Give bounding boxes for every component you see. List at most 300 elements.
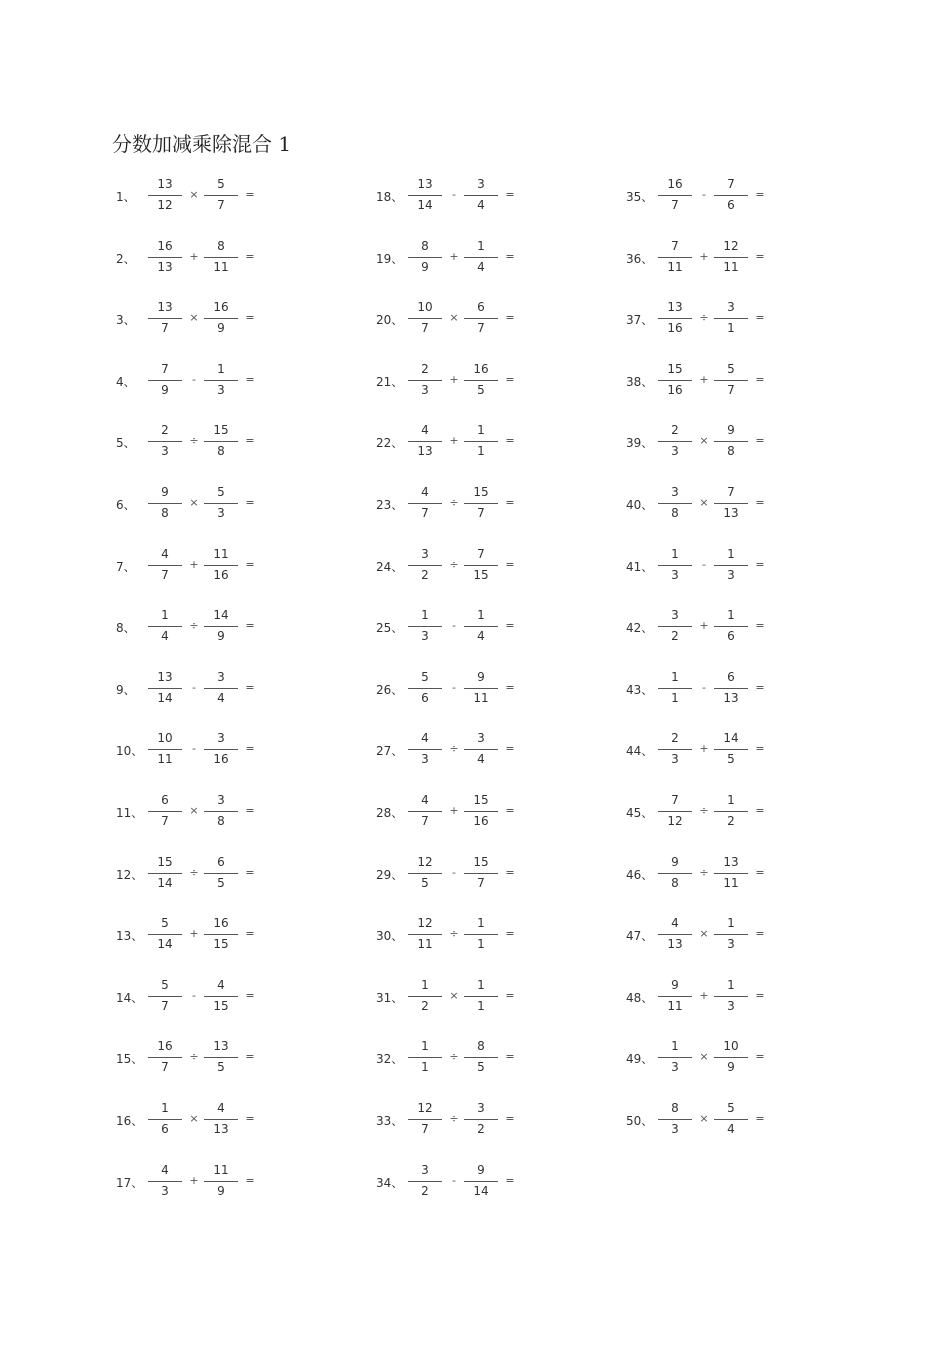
numerator: 4	[217, 977, 225, 992]
denominator: 5	[727, 752, 735, 767]
numerator: 1	[727, 793, 735, 807]
equals-sign: =	[245, 804, 255, 817]
fraction-bar	[408, 441, 442, 442]
denominator: 2	[421, 1183, 429, 1198]
problem-number: 18、	[376, 190, 404, 204]
second-fraction	[464, 546, 498, 586]
numerator: 3	[477, 1101, 485, 1115]
numerator: 5	[421, 669, 429, 684]
problem-item	[376, 730, 566, 770]
problem-number: 28、	[376, 806, 404, 820]
problem-item	[376, 238, 566, 278]
operator: +	[189, 557, 199, 571]
numerator: 6	[217, 854, 225, 869]
numerator: 12	[417, 854, 433, 869]
first-fraction	[148, 299, 182, 339]
numerator: 13	[213, 1039, 229, 1054]
denominator: 3	[727, 998, 735, 1013]
denominator: 5	[421, 875, 429, 890]
numerator: 1	[161, 608, 169, 623]
denominator: 9	[217, 1183, 225, 1198]
denominator: 15	[473, 567, 489, 582]
denominator: 3	[671, 1060, 679, 1075]
numerator: 2	[671, 423, 679, 438]
denominator: 13	[667, 937, 683, 952]
equals-sign: =	[755, 434, 765, 448]
fraction-bar	[714, 195, 748, 196]
numerator: 4	[671, 916, 679, 931]
denominator: 11	[157, 752, 173, 767]
problem-item	[376, 361, 566, 401]
first-fraction	[148, 977, 182, 1017]
numerator: 3	[421, 546, 429, 561]
fraction-bar	[464, 811, 498, 812]
first-fraction	[148, 915, 182, 955]
equals-sign: =	[505, 311, 515, 325]
operator: +	[189, 249, 199, 263]
equals-sign: =	[505, 804, 515, 817]
equals-sign: =	[505, 742, 515, 756]
problem-number: 45、	[626, 806, 654, 820]
fraction-bar	[464, 626, 498, 627]
second-fraction	[714, 546, 748, 586]
operator: +	[189, 1173, 199, 1187]
operator: ÷	[449, 1050, 459, 1064]
second-fraction	[714, 1100, 748, 1140]
first-fraction	[658, 669, 692, 709]
operator: ÷	[449, 927, 459, 941]
problem-number: 22、	[376, 436, 404, 451]
first-fraction	[658, 854, 692, 894]
problem-number: 5、	[116, 436, 136, 451]
fraction-bar	[464, 996, 498, 997]
operator: +	[699, 988, 709, 1002]
denominator: 14	[417, 198, 433, 212]
problem-item	[376, 299, 566, 339]
numerator: 1	[217, 361, 225, 376]
problem-item	[626, 607, 816, 647]
fraction-bar	[148, 626, 182, 627]
denominator: 14	[473, 1183, 489, 1198]
operator: ×	[699, 927, 709, 941]
problem-item	[626, 1038, 816, 1078]
numerator: 4	[217, 1101, 225, 1115]
equals-sign: =	[505, 496, 515, 509]
denominator: 3	[671, 752, 679, 767]
numerator: 1	[421, 1039, 429, 1054]
equals-sign: =	[505, 1050, 515, 1064]
denominator: 15	[213, 998, 229, 1013]
second-fraction	[714, 792, 748, 832]
numerator: 3	[217, 731, 225, 746]
problem-number: 48、	[626, 990, 654, 1005]
fraction-bar	[408, 626, 442, 627]
second-fraction	[204, 730, 238, 770]
equals-sign: =	[755, 1050, 765, 1064]
second-fraction	[464, 607, 498, 647]
fraction-bar	[408, 380, 442, 381]
operator: ÷	[189, 434, 199, 448]
denominator: 9	[161, 382, 169, 397]
problem-item	[626, 977, 816, 1017]
equals-sign: =	[245, 1173, 255, 1187]
problem-number: 13、	[116, 929, 144, 944]
fraction-bar	[658, 380, 692, 381]
problem-number: 38、	[626, 374, 654, 389]
equals-sign: =	[245, 742, 255, 756]
fraction-bar	[714, 503, 748, 504]
numerator: 4	[161, 1162, 169, 1177]
denominator: 3	[421, 382, 429, 397]
numerator: 7	[477, 546, 485, 561]
denominator: 4	[477, 198, 485, 212]
fraction-bar	[148, 441, 182, 442]
second-fraction	[204, 484, 238, 524]
numerator: 6	[727, 669, 735, 684]
second-fraction	[714, 854, 748, 894]
problem-number: 36、	[626, 251, 654, 266]
equals-sign: =	[505, 1173, 515, 1187]
problem-number: 9、	[116, 682, 136, 697]
denominator: 2	[671, 629, 679, 644]
problem-item	[116, 1038, 306, 1078]
numerator: 2	[161, 423, 169, 438]
denominator: 7	[477, 875, 485, 890]
second-fraction	[464, 484, 498, 524]
equals-sign: =	[505, 557, 515, 571]
operator: ×	[699, 496, 709, 509]
denominator: 8	[727, 444, 735, 459]
second-fraction	[204, 422, 238, 462]
denominator: 11	[667, 998, 683, 1013]
fraction-bar	[658, 1119, 692, 1120]
first-fraction	[408, 299, 442, 339]
denominator: 6	[727, 629, 735, 644]
fraction-bar	[658, 749, 692, 750]
equals-sign: =	[245, 865, 255, 879]
problem-item	[376, 176, 566, 216]
fraction-bar	[408, 934, 442, 935]
second-fraction	[464, 422, 498, 462]
denominator: 7	[421, 1122, 429, 1136]
numerator: 1	[477, 608, 485, 623]
operator: +	[699, 372, 709, 386]
numerator: 2	[421, 361, 429, 376]
fraction-bar	[464, 688, 498, 689]
problem-number: 17、	[116, 1175, 144, 1190]
equals-sign: =	[755, 557, 765, 571]
denominator: 9	[217, 321, 225, 336]
fraction-bar	[204, 996, 238, 997]
first-fraction	[408, 730, 442, 770]
numerator: 7	[727, 485, 735, 499]
fraction-bar	[148, 1181, 182, 1182]
first-fraction	[408, 977, 442, 1017]
second-fraction	[464, 792, 498, 832]
denominator: 9	[727, 1060, 735, 1075]
problem-item	[626, 361, 816, 401]
denominator: 11	[667, 259, 683, 274]
second-fraction	[204, 607, 238, 647]
equals-sign: =	[505, 1112, 515, 1125]
numerator: 1	[421, 608, 429, 623]
equals-sign: =	[245, 619, 255, 633]
equals-sign: =	[755, 372, 765, 386]
numerator: 7	[161, 361, 169, 376]
denominator: 7	[161, 814, 169, 828]
numerator: 13	[723, 854, 739, 869]
fraction-bar	[408, 996, 442, 997]
denominator: 1	[477, 444, 485, 459]
fraction-bar	[204, 873, 238, 874]
numerator: 1	[727, 916, 735, 931]
problem-item	[626, 854, 816, 894]
problem-number: 10、	[116, 744, 144, 759]
fraction-bar	[658, 565, 692, 566]
first-fraction	[658, 915, 692, 955]
problem-item	[116, 915, 306, 955]
problem-item	[116, 361, 306, 401]
second-fraction	[464, 238, 498, 278]
fraction-bar	[204, 257, 238, 258]
problem-number: 50、	[626, 1114, 654, 1128]
equals-sign: =	[245, 557, 255, 571]
denominator: 4	[161, 629, 169, 644]
problem-item	[116, 977, 306, 1017]
second-fraction	[714, 607, 748, 647]
equals-sign: =	[245, 927, 255, 941]
denominator: 3	[671, 1122, 679, 1136]
fraction-bar	[714, 996, 748, 997]
operator: ÷	[699, 865, 709, 879]
fraction-bar	[204, 318, 238, 319]
first-fraction	[408, 669, 442, 709]
second-fraction	[204, 1162, 238, 1202]
operator: ÷	[699, 804, 709, 817]
numerator: 8	[421, 238, 429, 253]
numerator: 5	[217, 485, 225, 499]
second-fraction	[464, 669, 498, 709]
problem-number: 42、	[626, 621, 654, 636]
numerator: 9	[477, 1162, 485, 1177]
second-fraction	[714, 361, 748, 401]
fraction-bar	[408, 318, 442, 319]
second-fraction	[464, 1038, 498, 1078]
denominator: 6	[727, 198, 735, 212]
fraction-bar	[658, 318, 692, 319]
numerator: 1	[671, 1039, 679, 1054]
operator: ×	[189, 311, 199, 325]
fraction-bar	[714, 873, 748, 874]
denominator: 4	[217, 690, 225, 705]
numerator: 15	[157, 854, 173, 869]
second-fraction	[714, 1038, 748, 1078]
page-title: 分数加减乘除混合 1	[112, 132, 292, 156]
operator: ÷	[449, 557, 459, 571]
problem-number: 33、	[376, 1114, 404, 1128]
problem-item	[116, 730, 306, 770]
fraction-bar	[148, 996, 182, 997]
problem-number: 7、	[116, 559, 136, 574]
fraction-bar	[658, 257, 692, 258]
fraction-bar	[148, 257, 182, 258]
denominator: 11	[473, 690, 489, 705]
problem-number: 19、	[376, 251, 404, 266]
denominator: 2	[421, 998, 429, 1013]
fraction-bar	[204, 626, 238, 627]
problem-number: 23、	[376, 498, 404, 512]
fraction-bar	[408, 565, 442, 566]
fraction-bar	[148, 318, 182, 319]
problem-item	[116, 1100, 306, 1140]
fraction-bar	[204, 934, 238, 935]
fraction-bar	[464, 441, 498, 442]
numerator: 12	[417, 916, 433, 931]
first-fraction	[658, 422, 692, 462]
problem-number: 30、	[376, 929, 404, 944]
denominator: 7	[161, 998, 169, 1013]
problem-item	[376, 854, 566, 894]
fraction-bar	[714, 626, 748, 627]
fraction-bar	[714, 257, 748, 258]
second-fraction	[714, 730, 748, 770]
second-fraction	[714, 299, 748, 339]
numerator: 3	[671, 608, 679, 623]
first-fraction	[408, 546, 442, 586]
numerator: 7	[671, 793, 679, 807]
fraction-bar	[464, 873, 498, 874]
denominator: 12	[667, 814, 683, 828]
equals-sign: =	[245, 434, 255, 448]
denominator: 7	[217, 198, 225, 212]
second-fraction	[464, 1162, 498, 1202]
fraction-bar	[148, 1057, 182, 1058]
fraction-bar	[408, 503, 442, 504]
second-fraction	[204, 669, 238, 709]
fraction-bar	[148, 1119, 182, 1120]
denominator: 14	[157, 937, 173, 952]
numerator: 5	[727, 361, 735, 376]
fraction-bar	[714, 688, 748, 689]
first-fraction	[148, 1100, 182, 1140]
denominator: 3	[161, 444, 169, 459]
fraction-bar	[408, 688, 442, 689]
second-fraction	[464, 1100, 498, 1140]
problem-number: 6、	[116, 498, 136, 512]
numerator: 15	[473, 793, 489, 807]
numerator: 7	[671, 238, 679, 253]
numerator: 1	[421, 977, 429, 992]
operator: +	[449, 804, 459, 817]
numerator: 16	[157, 1039, 173, 1054]
problem-number: 40、	[626, 498, 654, 512]
numerator: 15	[473, 485, 489, 499]
first-fraction	[658, 361, 692, 401]
operator: ÷	[189, 1050, 199, 1064]
problem-number: 47、	[626, 929, 654, 944]
problem-item	[626, 792, 816, 832]
denominator: 3	[217, 506, 225, 520]
first-fraction	[658, 299, 692, 339]
first-fraction	[408, 915, 442, 955]
second-fraction	[204, 546, 238, 586]
fraction-bar	[464, 503, 498, 504]
denominator: 7	[477, 506, 485, 520]
equals-sign: =	[245, 1112, 255, 1125]
numerator: 5	[161, 916, 169, 931]
problem-number: 43、	[626, 682, 654, 697]
numerator: 8	[217, 238, 225, 253]
numerator: 3	[477, 731, 485, 746]
operator: ×	[699, 434, 709, 448]
numerator: 4	[421, 793, 429, 807]
fraction-bar	[408, 257, 442, 258]
numerator: 13	[667, 300, 683, 315]
denominator: 6	[161, 1122, 169, 1136]
denominator: 11	[723, 875, 739, 890]
denominator: 4	[477, 629, 485, 644]
fraction-bar	[714, 1057, 748, 1058]
operator: -	[452, 619, 456, 633]
numerator: 9	[671, 977, 679, 992]
operator: -	[192, 372, 196, 386]
fraction-bar	[204, 441, 238, 442]
numerator: 8	[477, 1039, 485, 1054]
denominator: 12	[157, 198, 173, 212]
fraction-bar	[464, 565, 498, 566]
problem-item	[116, 299, 306, 339]
denominator: 3	[671, 444, 679, 459]
problem-number: 46、	[626, 867, 654, 882]
first-fraction	[148, 730, 182, 770]
problem-number: 3、	[116, 313, 136, 328]
problem-number: 29、	[376, 867, 404, 882]
numerator: 10	[157, 731, 173, 746]
first-fraction	[408, 484, 442, 524]
fraction-bar	[148, 873, 182, 874]
numerator: 13	[157, 300, 173, 315]
first-fraction	[408, 238, 442, 278]
fraction-bar	[464, 1181, 498, 1182]
denominator: 4	[477, 259, 485, 274]
problem-item	[626, 915, 816, 955]
numerator: 1	[477, 916, 485, 931]
numerator: 4	[421, 485, 429, 499]
operator: ×	[189, 496, 199, 509]
denominator: 8	[217, 814, 225, 828]
problem-number: 32、	[376, 1052, 404, 1067]
problem-number: 31、	[376, 990, 404, 1005]
fraction-bar	[148, 688, 182, 689]
denominator: 16	[213, 752, 229, 767]
fraction-bar	[148, 565, 182, 566]
second-fraction	[714, 669, 748, 709]
fraction-bar	[658, 441, 692, 442]
numerator: 6	[161, 793, 169, 807]
operator: ×	[189, 1112, 199, 1125]
second-fraction	[464, 915, 498, 955]
numerator: 15	[667, 361, 683, 376]
equals-sign: =	[755, 496, 765, 509]
numerator: 1	[727, 546, 735, 561]
problem-number: 8、	[116, 621, 136, 636]
denominator: 11	[417, 937, 433, 952]
equals-sign: =	[245, 249, 255, 263]
denominator: 8	[161, 506, 169, 520]
fraction-bar	[658, 195, 692, 196]
fraction-bar	[714, 318, 748, 319]
denominator: 3	[217, 382, 225, 397]
